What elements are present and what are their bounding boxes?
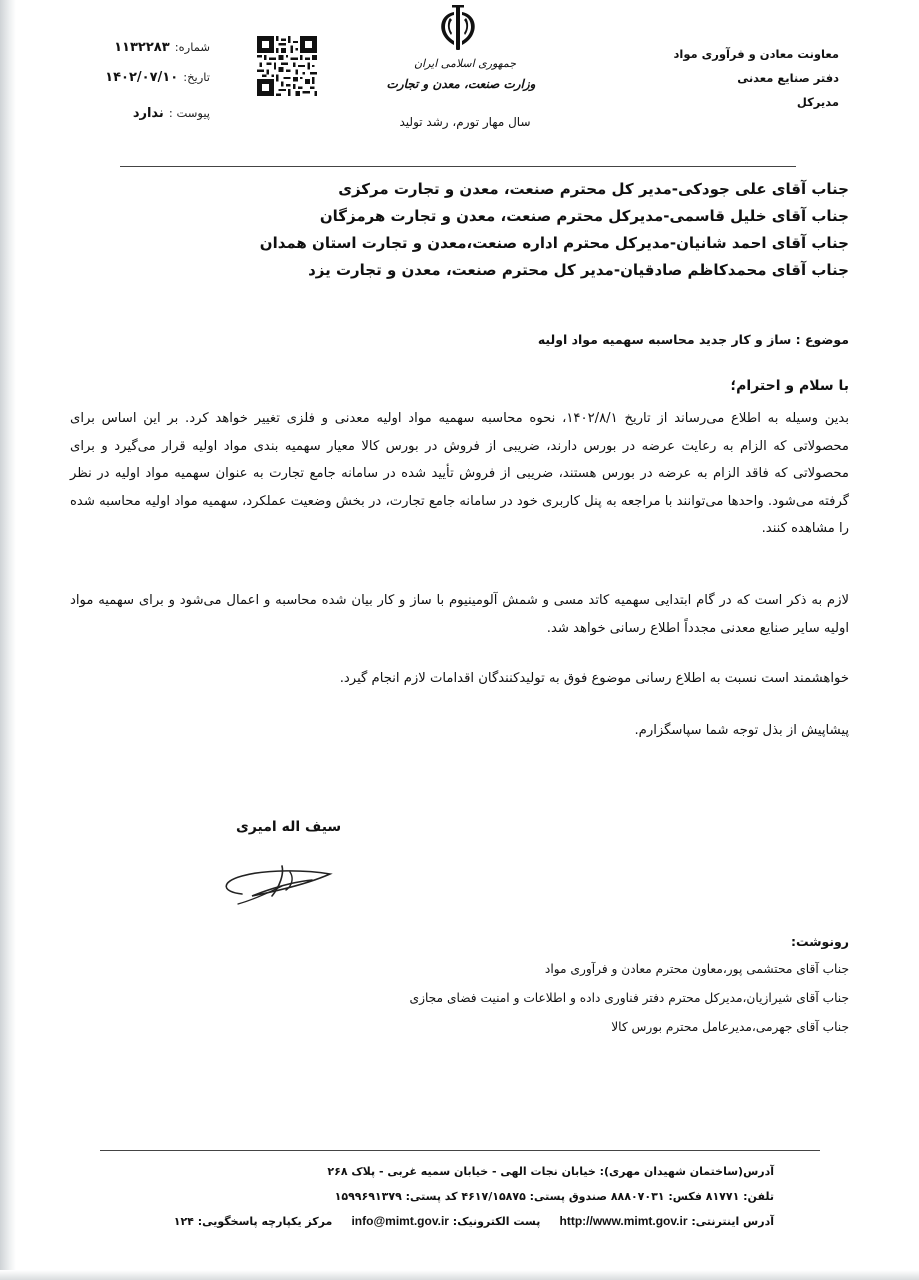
body-paragraph: بدین وسیله به اطلاع می‌رساند از تاریخ ۱۴۰۲/۸/۱، نحوه محاسبه سهمیه مواد اولیه معدنی و فلزی تغییر خواهد کرد. بر این اساس برای محصولاتی که الزام به رعایت عرضه در بورس دارند، ضریبی از فروش در بورس کالا معیار سهمیه بندی مواد اولیه قرار می‌گیرد و برای محصولاتی که فاقد الزام به عرضه در بورس هستند، ضریبی از فروش تأیید شده در سامانه جامع تجارت به عنوان سهمیه مواد اولیه در نظر گرفته می‌شود. واحدها می‌توانند با مراجعه به پنل کاربری خود در سامانه جامع تجارت، در بخش وضعیت عملکرد، سهمیه مواد اولیه محاسبه شده را مشاهده کنند. — [70, 411, 849, 536]
handwritten-signature — [212, 852, 338, 912]
letter-greeting: با سلام و احترام؛ — [730, 378, 849, 394]
cc-item: جناب آقای شیرازیان،مدیرکل محترم دفتر فناوری داده و اطلاعات و امنیت فضای مجازی — [409, 991, 849, 1005]
iran-emblem-icon — [432, 4, 484, 52]
footer-divider — [100, 1150, 820, 1151]
year-slogan: سال مهار تورم، رشد تولید — [399, 115, 531, 129]
letter-attachment-label: پیوست : — [168, 106, 210, 120]
header-divider — [120, 166, 796, 167]
addressee-item: جناب آقای خلیل قاسمی-مدیرکل محترم صنعت، معدن و تجارت هرمزگان — [319, 207, 849, 225]
qr-code-icon[interactable] — [257, 36, 317, 96]
body-paragraph: خواهشمند است نسبت به اطلاع رسانی موضوع فوق به تولیدکنندگان اقدامات لازم انجام گیرد. — [339, 671, 849, 686]
letter-attachment-row — [110, 102, 210, 121]
footer-contact: تلفن: ۸۱۷۷۱ فکس: ۸۸۸۰۷۰۳۱ صندوق پستی: ۴۶۱۷/۱۵۸۷۵ کد پستی: ۱۵۹۹۶۹۱۳۷۹ — [334, 1190, 774, 1203]
ministry-name: وزارت صنعت، معدن و تجارت — [386, 77, 536, 91]
cc-item: جناب آقای محتشمی پور،معاون محترم معادن و فرآوری مواد — [544, 962, 849, 976]
addressee-item: جناب آقای احمد شانیان-مدیرکل محترم اداره صنعت،معدن و تجارت استان همدان — [259, 234, 849, 252]
letter-subject: موضوع : ساز و کار جدید محاسبه سهمیه مواد اولیه — [537, 332, 849, 347]
org-line-deputy: معاونت معادن و فرآوری مواد — [673, 47, 839, 61]
body-paragraph: لازم به ذکر است که در گام ابتدایی سهمیه کاتد مسی و شمش آلومینیوم با ساز و کار بیان شده محاسبه و اعمال می‌شود و برای سهمیه مواد اولیه سایر صنایع معدنی مجدداً اطلاع رسانی خواهد شد. — [70, 593, 849, 636]
cc-title: رونوشت: — [790, 934, 849, 949]
callcenter-text: مرکز یکپارچه پاسخگویی: ۱۲۴ — [173, 1215, 333, 1228]
org-line-director: مدیرکل — [796, 95, 839, 109]
signer-name: سیف اله امیری — [236, 819, 342, 835]
letter-number-label: شماره: — [174, 40, 210, 54]
web-label: آدرس اینترنتی: — [691, 1215, 774, 1228]
letter-number-row — [90, 36, 210, 55]
email-label: پست الکترونیک: — [452, 1215, 541, 1228]
cc-item: جناب آقای جهرمی،مدیرعامل محترم بورس کالا — [611, 1020, 849, 1034]
addressee-item: جناب آقای محمدکاظم صادقیان-مدیر کل محترم صنعت، معدن و تجارت یزد — [308, 261, 849, 279]
web-link[interactable]: http://www.mimt.gov.ir — [559, 1214, 688, 1228]
letter-attachment-value: ندارد — [132, 106, 164, 121]
gov-name: جمهوری اسلامی ایران — [413, 57, 517, 70]
org-header — [579, 42, 839, 114]
letter-date-row — [80, 66, 210, 85]
addressee-list — [69, 176, 849, 284]
letter-date-value: ۱۴۰۲/۰۷/۱۰ — [105, 70, 179, 85]
page-bottom-shadow — [0, 1270, 919, 1280]
addressee-item: جناب آقای علی جودکی-مدیر کل محترم صنعت، معدن و تجارت مرکزی — [338, 180, 849, 198]
body-paragraph: پیشاپیش از بذل توجه شما سپاسگزارم. — [634, 723, 849, 738]
footer-web-row — [14, 1214, 774, 1228]
email-link[interactable]: info@mimt.gov.ir — [351, 1214, 449, 1228]
org-line-office: دفتر صنایع معدنی — [737, 71, 839, 85]
page-left-shadow — [0, 0, 16, 1280]
letter-date-label: تاریخ: — [183, 70, 210, 84]
letter-number-value: ۱۱۳۲۲۸۳ — [114, 40, 170, 55]
footer-address: آدرس(ساختمان شهیدان مهری): خیابان نجات الهی - خیابان سمیه غربی - پلاک ۲۶۸ — [327, 1165, 774, 1178]
